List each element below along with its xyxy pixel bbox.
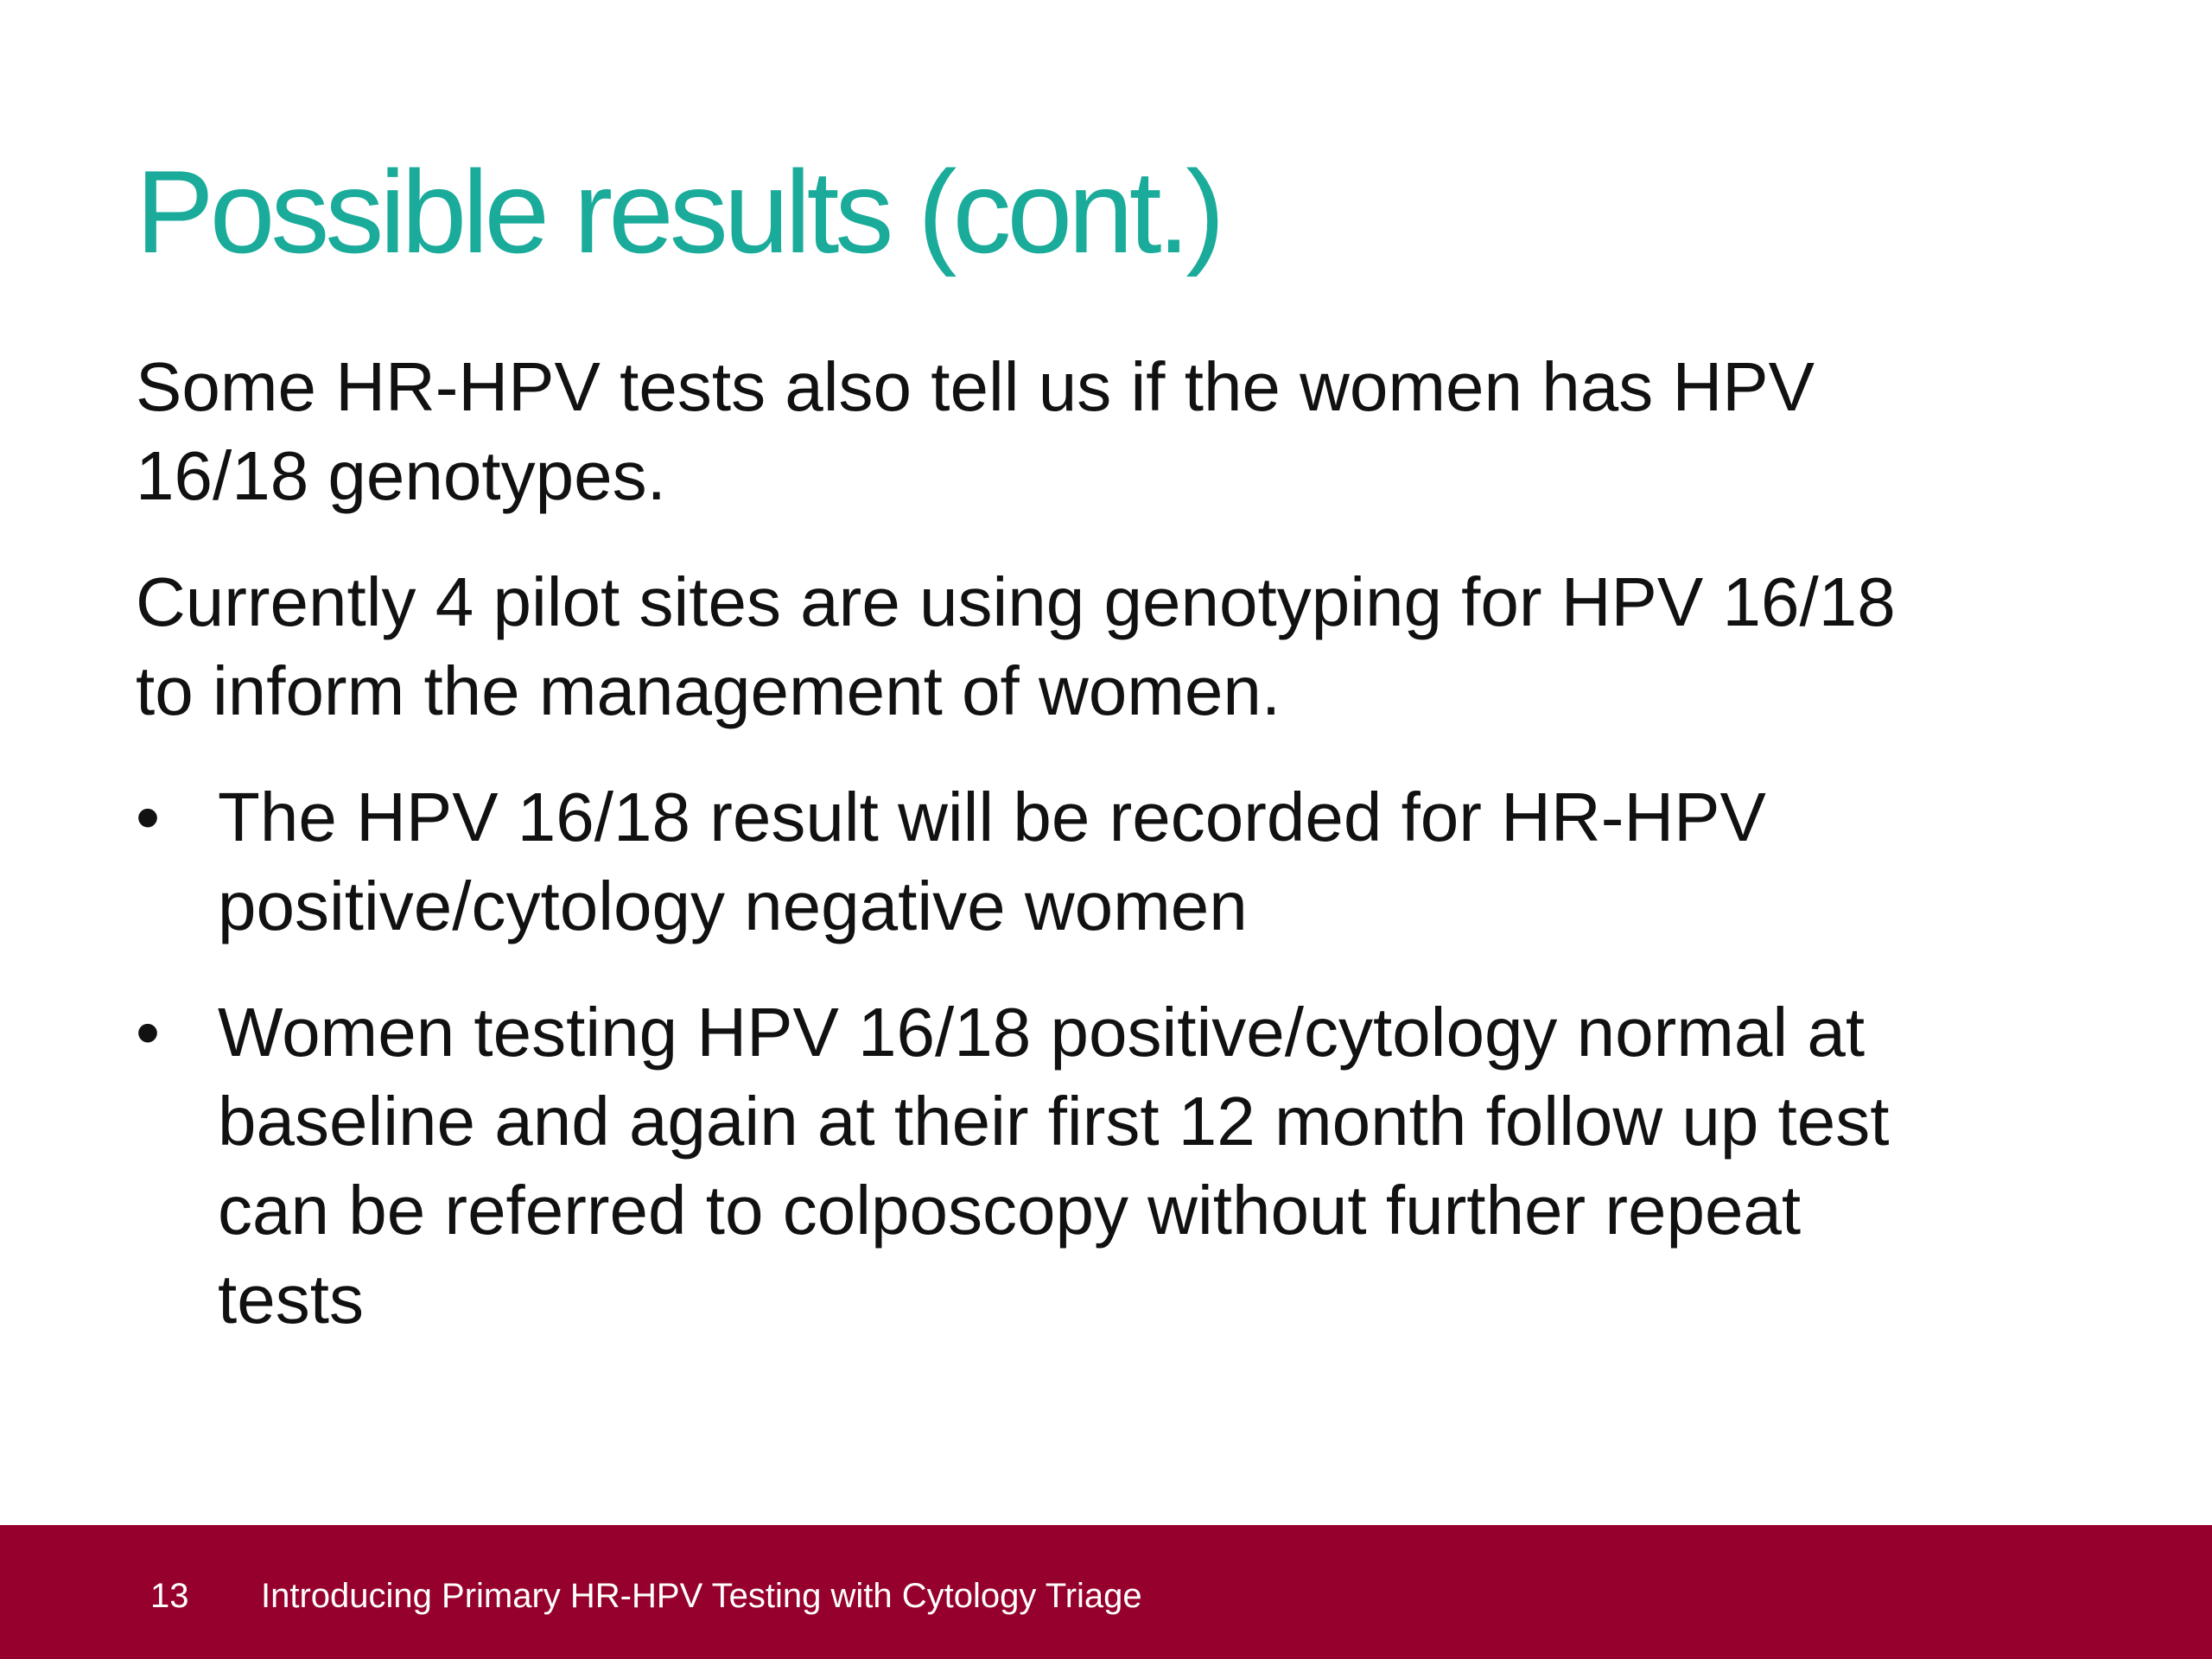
bullet-icon: •: [136, 994, 161, 1071]
bullet-line: tests: [218, 1261, 364, 1338]
bullet-item: [136, 988, 2080, 1344]
slide-title: Possible results (cont.): [136, 146, 1221, 277]
bullet-line: Women testing HPV 16/18 positive/cytology normal at: [218, 994, 1866, 1071]
slide-body: [136, 342, 2080, 1381]
bullet-line: can be referred to colposcopy without further repeat: [218, 1172, 1802, 1249]
bullet-icon: •: [136, 779, 161, 855]
paragraph-line: Some HR-HPV tests also tell us if the women has HPV: [136, 348, 1815, 425]
paragraph-genotypes: [136, 342, 2080, 520]
paragraph-line: to inform the management of women.: [136, 652, 1281, 729]
bullet-item: [136, 772, 2080, 950]
paragraph-pilot-sites: [136, 557, 2080, 735]
paragraph-line: 16/18 genotypes.: [136, 437, 666, 514]
bullet-line: positive/cytology negative women: [218, 868, 1248, 944]
page-number: 13: [150, 1577, 189, 1615]
bullet-line: baseline and again at their first 12 month follow up test: [218, 1083, 1890, 1160]
paragraph-line: Currently 4 pilot sites are using genotyping for HPV 16/18: [136, 563, 1896, 640]
footer-bar: [0, 1525, 2212, 1659]
bullet-line: The HPV 16/18 result will be recorded for HR-HPV: [218, 779, 1766, 855]
footer-text: Introducing Primary HR-HPV Testing with Cytology Triage: [261, 1577, 1142, 1615]
